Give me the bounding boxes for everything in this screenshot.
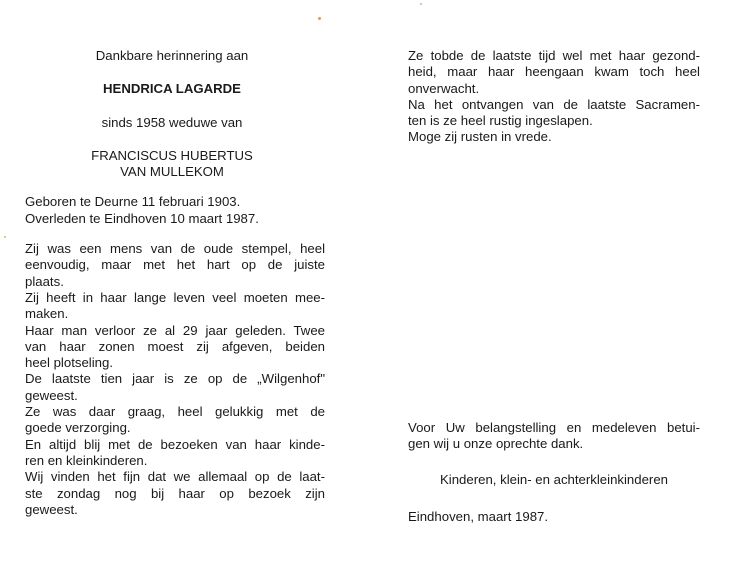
family-signature: Kinderen, klein- en achterkleinkinderen	[440, 472, 668, 488]
thanks-line: gen wij u onze oprechte dank.	[408, 436, 584, 452]
closing-line: Na het ontvangen van de laatste Sacramen-	[408, 96, 700, 112]
birth-line: Geboren te Deurne 11 februari 1903.	[25, 194, 241, 210]
bio-line: geweest.	[25, 387, 78, 403]
widow-line: sinds 1958 weduwe van	[101, 114, 243, 130]
bio-line: goede verzorging.	[25, 420, 131, 436]
bio-line: Ze was daar graag, heel gelukkig met de	[25, 404, 325, 420]
husband-name-line1: FRANCISCUS HUBERTUS	[91, 147, 253, 163]
closing-line: ten is ze heel rustig ingeslapen.	[408, 113, 593, 129]
bio-line: ren en kleinkinderen.	[25, 452, 148, 468]
closing-line: Ze tobde de laatste tijd wel met haar gezond-	[408, 48, 700, 63]
closing-line: heid, maar haar heengaan kwam toch heel	[408, 64, 700, 80]
closing-line: onverwacht.	[408, 80, 480, 96]
paper-speck	[4, 236, 6, 238]
bio-line: geweest.	[25, 501, 78, 517]
bio-line: Haar man verloor ze al 29 jaar geleden. Twee	[25, 322, 325, 338]
thanks-line: Voor Uw belangstelling en medeleven betui-	[408, 419, 700, 435]
right-column	[408, 48, 700, 525]
place-date: Eindhoven, maart 1987.	[408, 508, 549, 524]
bio-line: Zij was een mens van de oude stempel, heel	[25, 241, 325, 257]
bio-line: Zij heeft in haar lange leven veel moeten mee-	[25, 289, 325, 305]
bio-line: maken.	[25, 306, 69, 322]
closing-line: Moge zij rusten in vrede.	[408, 129, 552, 145]
paper-speck	[318, 17, 321, 20]
biography-text	[25, 241, 325, 518]
husband-name-line2: VAN MULLEKOM	[120, 164, 224, 180]
death-line: Overleden te Eindhoven 10 maart 1987.	[25, 210, 259, 226]
closing-text	[408, 48, 700, 146]
paper-speck	[420, 3, 422, 5]
bio-line: En altijd blij met de bezoeken van haar kinde-	[25, 436, 325, 452]
deceased-name: HENDRICA LAGARDE	[103, 81, 241, 97]
bio-line: van haar zonen moest zij afgeven, beiden	[25, 338, 325, 354]
thanks-text	[408, 420, 700, 453]
intro-text: Dankbare herinnering aan	[95, 48, 249, 63]
bio-line: Wij vinden het fijn dat we allemaal op de laat-	[25, 469, 325, 485]
bio-line: ste zondag nog bij haar op bezoek zijn	[25, 485, 325, 501]
left-column	[25, 48, 325, 518]
bio-line: heel plotseling.	[25, 355, 113, 371]
bio-line: plaats.	[25, 273, 64, 289]
bio-line: eenvoudig, maar met het hart op de juiste	[25, 257, 325, 273]
bio-line: De laatste tien jaar is ze op de „Wilgenhof"	[25, 371, 325, 387]
